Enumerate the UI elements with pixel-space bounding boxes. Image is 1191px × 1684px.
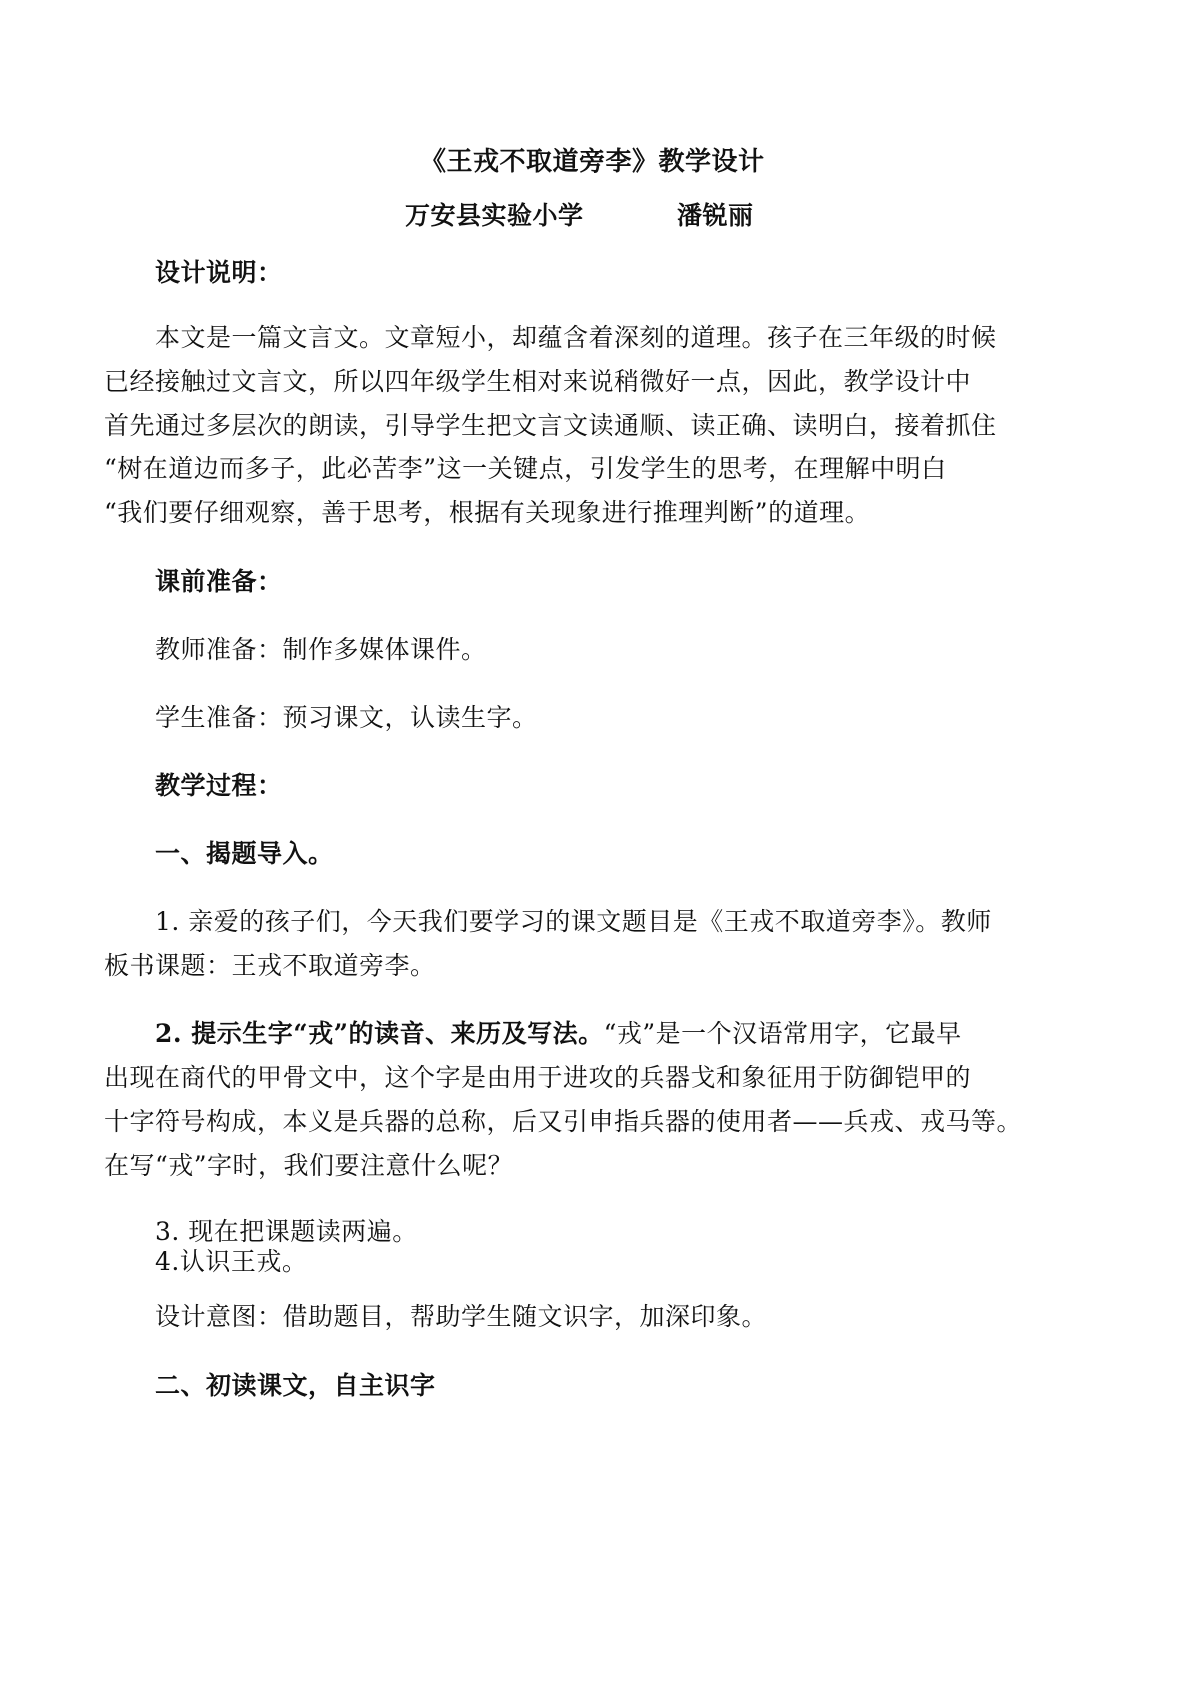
design-intent: 设计意图：借助题目，帮助学生随文识字，加深印象。 [155,1302,768,1331]
item2-line: 在写“戎”字时，我们要注意什么呢？ [104,1151,514,1180]
design-note-line: 已经接触过文言文，所以四年级学生相对来说稍微好一点，因此，教学设计中 [104,367,972,396]
design-note-line: “树在道边而多子，此必苦李”这一关键点，引发学生的思考，在理解中明白 [104,454,947,483]
item1-line: 1. 亲爱的孩子们，今天我们要学习的课文题目是《王戎不取道旁李》。教师 [155,907,992,936]
design-note-heading: 设计说明： [155,258,283,287]
item2-first-line [155,1018,962,1050]
item3: 3. 现在把课题读两遍。 [155,1217,418,1246]
item2-rest-text: “戎”是一个汉语常用字，它最早 [603,1019,962,1048]
author-school: 万安县实验小学 [405,201,584,230]
prep-heading: 课前准备： [155,567,283,596]
item4: 4.认识王戎。 [155,1247,308,1276]
process-heading: 教学过程： [155,771,283,800]
part2-heading: 二、初读课文，自主识字 [155,1371,436,1400]
design-note-line: 本文是一篇文言文。文章短小，却蕴含着深刻的道理。孩子在三年级的时候 [155,323,997,352]
author-name: 潘锐丽 [677,201,754,230]
document-title: 《王戎不取道旁李》教学设计 [420,147,765,177]
teacher-prep: 教师准备：制作多媒体课件。 [155,635,487,664]
item2-line: 出现在商代的甲骨文中，这个字是由用于进攻的兵器戈和象征用于防御铠甲的 [104,1063,972,1092]
design-note-line: 首先通过多层次的朗读，引导学生把文言文读通顺、读正确、读明白，接着抓住 [104,411,997,440]
item2-line: 十字符号构成，本义是兵器的总称，后又引申指兵器的使用者——兵戎、戎马等。 [104,1107,1023,1136]
item1-line: 板书课题：王戎不取道旁李。 [104,951,436,980]
student-prep: 学生准备：预习课文，认读生字。 [155,703,538,732]
part1-heading: 一、揭题导入。 [155,839,334,868]
design-note-line: “我们要仔细观察，善于思考，根据有关现象进行推理判断”的道理。 [104,498,871,527]
item2-bold-text: 2. 提示生字“戎”的读音、来历及写法。 [155,1019,604,1048]
